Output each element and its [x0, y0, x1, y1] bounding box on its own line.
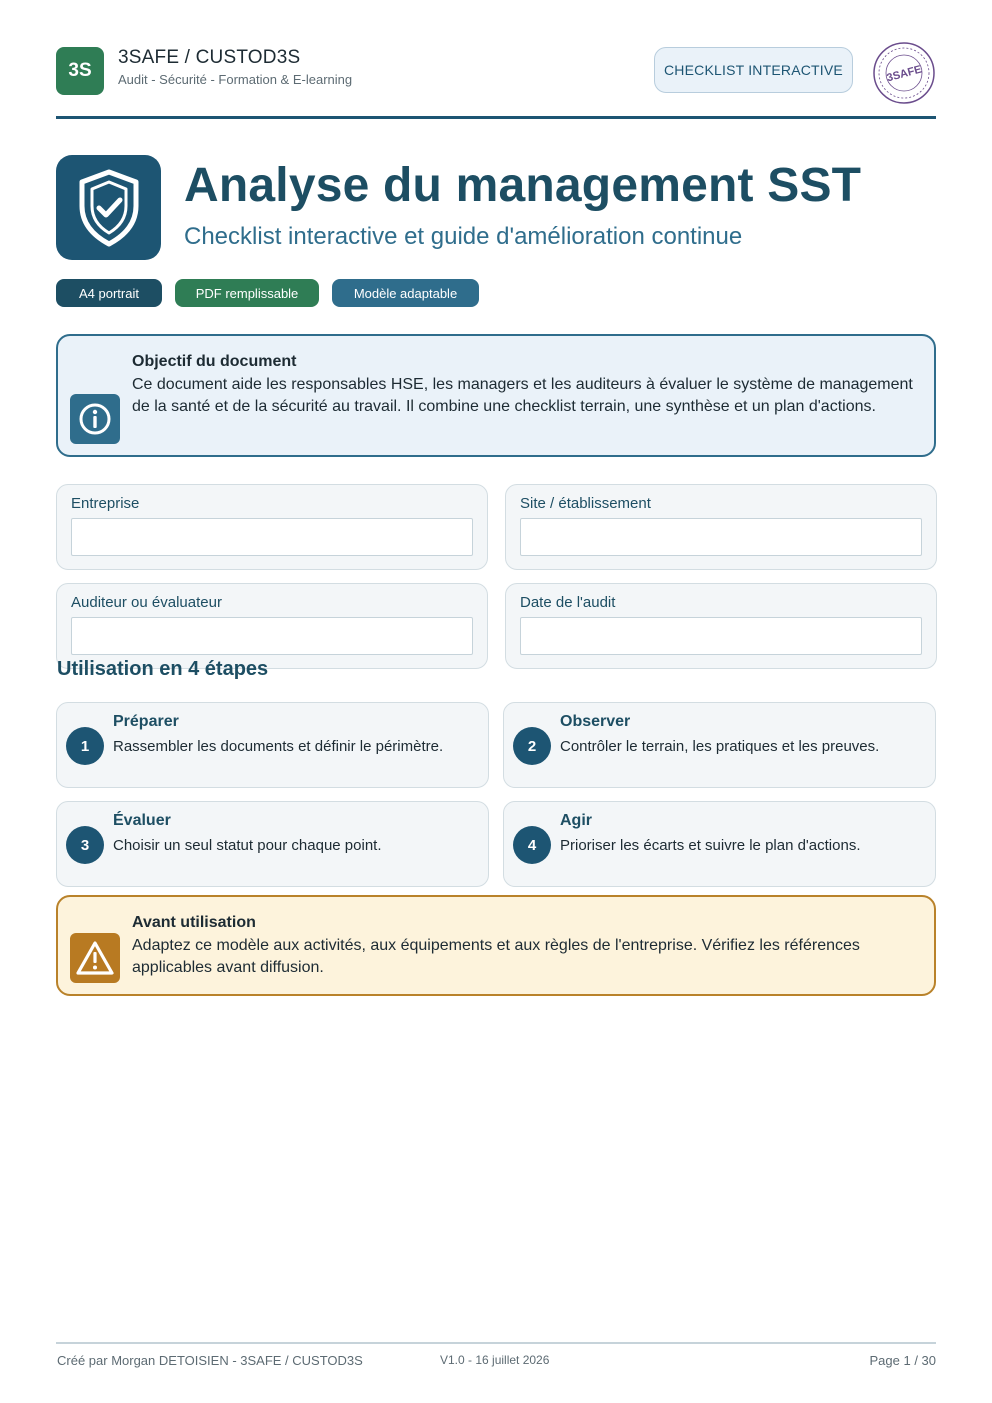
objective-box [56, 334, 936, 457]
warning-box [56, 895, 936, 996]
auditor-field-card [56, 583, 488, 669]
step-card-act [503, 801, 936, 887]
checklist-badge: CHECKLIST INTERACTIVE [654, 47, 853, 93]
seal-stamp-icon [872, 41, 936, 105]
step-description: Rassembler les documents et définir le périmètre. [113, 738, 444, 755]
header-divider [56, 116, 936, 119]
step-number: 1 [66, 727, 104, 765]
tag-pdf-fillable: PDF remplissable [175, 279, 319, 307]
warning-text: Adaptez ce modèle aux activités, aux équipements et aux règles de l'entreprise. Vérifiez les références applicables avant diffusion. [132, 937, 860, 976]
tag-a4-portrait: A4 portrait [56, 279, 162, 307]
brand-logo: 3S [56, 47, 104, 95]
step-description: Choisir un seul statut pour chaque point. [113, 837, 382, 854]
step-description: Contrôler le terrain, les pratiques et les preuves. [560, 738, 880, 755]
warning-icon [70, 933, 120, 983]
auditor-label: Auditeur ou évaluateur [71, 594, 222, 611]
footer-author: Créé par Morgan DETOISIEN - 3SAFE / CUSTOD3S [57, 1353, 363, 1368]
footer-page-number: Page 1 / 30 [869, 1353, 936, 1368]
company-label: Entreprise [71, 495, 140, 512]
footer-divider [56, 1342, 936, 1344]
step-description: Prioriser les écarts et suivre le plan d'actions. [560, 837, 861, 854]
objective-title: Objectif du document [132, 353, 297, 370]
seal-text: 3SAFE [885, 63, 923, 85]
page-title: Analyse du management SST [184, 159, 862, 212]
company-field-card [56, 484, 488, 570]
date-label: Date de l'audit [520, 594, 616, 611]
objective-text: Ce document aide les responsables HSE, les managers et les auditeurs à évaluer le système de management de la santé et de la sécurité au travail. Il combine une checklist terrain, une synthèse et un plan d'actions. [132, 376, 913, 415]
site-field-card [505, 484, 937, 570]
step-title: Préparer [113, 713, 179, 730]
step-number: 3 [66, 826, 104, 864]
shield-check-icon [56, 155, 161, 260]
step-card-observe [503, 702, 936, 788]
site-label: Site / établissement [520, 495, 651, 512]
footer-version: V1.0 - 16 juillet 2026 [440, 1353, 550, 1367]
steps-heading: Utilisation en 4 étapes [57, 658, 269, 680]
step-title: Agir [560, 812, 592, 829]
step-card-evaluate [56, 801, 489, 887]
info-icon [70, 394, 120, 444]
brand-tagline: Audit - Sécurité - Formation & E-learning [118, 72, 353, 87]
step-number: 4 [513, 826, 551, 864]
site-input[interactable] [520, 518, 922, 556]
warning-title: Avant utilisation [132, 914, 256, 931]
step-title: Évaluer [113, 812, 171, 829]
step-card-prepare [56, 702, 489, 788]
brand-name: 3SAFE / CUSTOD3S [118, 47, 301, 68]
auditor-input[interactable] [71, 617, 473, 655]
page-subtitle: Checklist interactive et guide d'amélioration continue [184, 223, 743, 250]
company-input[interactable] [71, 518, 473, 556]
date-input[interactable] [520, 617, 922, 655]
date-field-card [505, 583, 937, 669]
step-title: Observer [560, 713, 631, 730]
step-number: 2 [513, 727, 551, 765]
tag-adaptable-template: Modèle adaptable [332, 279, 479, 307]
